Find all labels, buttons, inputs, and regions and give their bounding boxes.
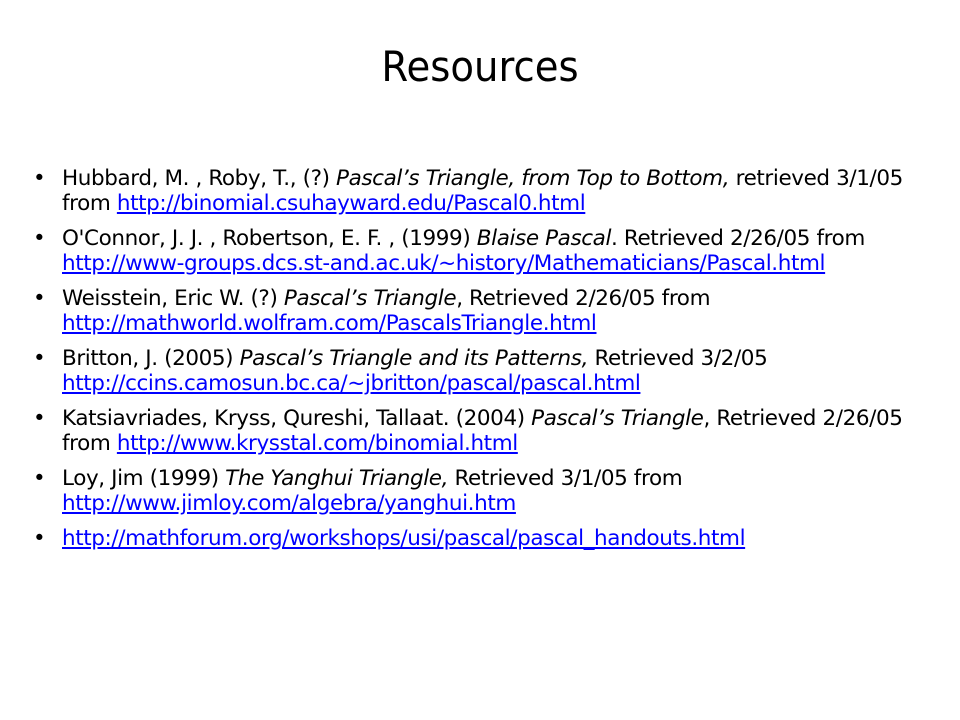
resource-title: Pascal’s Triangle [531,406,704,431]
resource-item [30,526,940,551]
resource-title: Pascal’s Triangle and its Patterns, [239,346,589,371]
bullet-icon: • [33,226,46,251]
resource-title: Pascal’s Triangle, from Top to Bottom, [336,166,730,191]
resource-title: Pascal’s Triangle [283,286,457,311]
resource-item [30,406,940,456]
bullet-icon: • [33,466,46,491]
resource-authors: Loy, Jim (1999) [62,466,226,491]
resource-retrieved: retrieved 3/1/05 from [62,166,903,216]
resource-retrieved: . Retrieved 2/26/05 from [611,226,865,251]
resource-item [30,286,940,336]
resource-retrieved: , Retrieved 2/26/05 from [62,406,903,456]
slide-title: Resources [381,42,579,91]
resource-authors: Katsiavriades, Kryss, Qureshi, Tallaat. (2004) [62,406,532,431]
resource-title: Blaise Pascal [476,226,612,251]
resource-link[interactable]: http://mathforum.org/workshops/usi/pascal/pascal_handouts.html [62,526,746,551]
bullet-icon: • [33,406,46,431]
resource-title: The Yanghui Triangle, [225,466,449,491]
resource-link[interactable]: http://www-groups.dcs.st-and.ac.uk/~history/Mathematicians/Pascal.html [62,251,826,276]
resource-link[interactable]: http://www.krysstal.com/binomial.html [116,431,518,456]
bullet-icon: • [33,526,46,551]
resource-list [30,166,940,561]
resource-item [30,466,940,516]
resource-retrieved: Retrieved 3/1/05 from [448,466,683,491]
resource-retrieved: , Retrieved 2/26/05 from [456,286,711,311]
resource-authors: Hubbard, M. , Roby, T., (?) [62,166,337,191]
resource-item [30,346,940,396]
resource-authors: O'Connor, J. J. , Robertson, E. F. , (1999) [62,226,477,251]
bullet-icon: • [33,346,46,371]
resource-link[interactable]: http://mathworld.wolfram.com/PascalsTriangle.html [62,311,597,336]
bullet-icon: • [33,286,46,311]
bullet-icon: • [33,166,46,191]
resource-item [30,166,940,216]
resource-item [30,226,940,276]
resource-link[interactable]: http://binomial.csuhayward.edu/Pascal0.html [116,191,586,216]
resource-link[interactable]: http://ccins.camosun.bc.ca/~jbritton/pascal/pascal.html [62,371,641,396]
resource-authors: Britton, J. (2005) [62,346,240,371]
resource-retrieved: Retrieved 3/2/05 [588,346,768,371]
resource-link[interactable]: http://www.jimloy.com/algebra/yanghui.htm [62,491,516,516]
resource-authors: Weisstein, Eric W. (?) [62,286,284,311]
